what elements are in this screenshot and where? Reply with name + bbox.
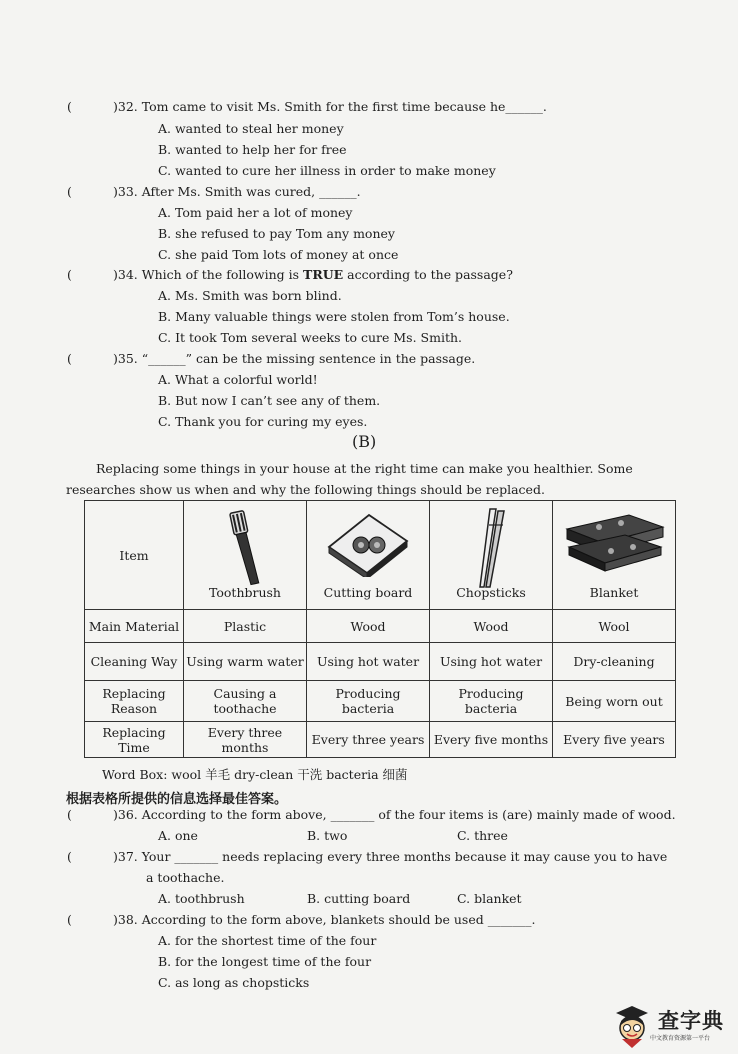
answer-blank[interactable]: ( bbox=[67, 849, 72, 864]
option-b: B. for the longest time of the four bbox=[158, 954, 372, 969]
word-box: Word Box: wool 羊毛 dry-clean 干洗 bacteria 细菌 bbox=[102, 767, 408, 782]
table-cell: Wood bbox=[430, 610, 553, 643]
table-cell: Every three years bbox=[307, 722, 430, 758]
item-label: Chopsticks bbox=[456, 585, 526, 600]
answer-blank[interactable]: ( bbox=[67, 807, 72, 822]
option-b: B. cutting board bbox=[307, 891, 411, 906]
table-cell: Using hot water bbox=[307, 643, 430, 681]
question-text: )36. According to the form above, _______ of the four items is (are) mainly made of wood. bbox=[113, 807, 676, 822]
option-a: A. Tom paid her a lot of money bbox=[158, 205, 353, 220]
mascot-icon bbox=[612, 1003, 652, 1049]
table-header-row bbox=[85, 501, 676, 610]
option-b: B. two bbox=[307, 828, 348, 843]
logo-subtitle: 中文教育资源第一平台 bbox=[650, 1035, 711, 1042]
site-logo bbox=[612, 1003, 730, 1051]
answer-blank[interactable]: ( bbox=[67, 184, 72, 199]
table-cell: Wool bbox=[553, 610, 676, 643]
question-text: )38. According to the form above, blankets should be used _______. bbox=[113, 912, 536, 927]
option-a: A. toothbrush bbox=[158, 891, 245, 906]
table-cell: Every five years bbox=[553, 722, 676, 758]
option-b: B. she refused to pay Tom any money bbox=[158, 226, 395, 241]
question-text: )37. Your _______ needs replacing every three months because it may cause you to have bbox=[113, 849, 668, 864]
option-a: A. What a colorful world! bbox=[158, 372, 318, 387]
table-cell: Using hot water bbox=[430, 643, 553, 681]
table-cell: Being worn out bbox=[553, 681, 676, 722]
blanket-icon bbox=[559, 507, 669, 577]
table-cell: Dry-cleaning bbox=[553, 643, 676, 681]
option-a: A. Ms. Smith was born blind. bbox=[158, 288, 342, 303]
table-cell: Every three months bbox=[184, 722, 307, 758]
item-label-cell: Item bbox=[85, 501, 184, 610]
option-b: B. But now I can’t see any of them. bbox=[158, 393, 381, 408]
question-text: )32. Tom came to visit Ms. Smith for the first time because he______. bbox=[113, 99, 547, 114]
option-c: C. wanted to cure her illness in order to make money bbox=[158, 163, 496, 178]
table-cell: Producing bacteria bbox=[307, 681, 430, 722]
chopsticks-icon bbox=[466, 507, 516, 589]
section-heading: (B) bbox=[352, 432, 377, 451]
table-row bbox=[85, 681, 676, 722]
item-label: Cutting board bbox=[323, 585, 413, 600]
cutting-board-icon bbox=[323, 507, 413, 577]
table-cell: Using warm water bbox=[184, 643, 307, 681]
toothbrush-icon bbox=[215, 507, 275, 587]
option-a: A. for the shortest time of the four bbox=[158, 933, 377, 948]
table-row bbox=[85, 610, 676, 643]
table-cell: Wood bbox=[307, 610, 430, 643]
toothbrush-cell bbox=[184, 501, 307, 610]
emphasis-true: TRUE bbox=[303, 267, 344, 282]
row-label: Cleaning Way bbox=[85, 643, 184, 681]
answer-blank[interactable]: ( bbox=[67, 912, 72, 927]
question-text: )34. Which of the following is TRUE according to the passage? bbox=[113, 267, 513, 282]
table-cell: Plastic bbox=[184, 610, 307, 643]
option-c: C. It took Tom several weeks to cure Ms. Smith. bbox=[158, 330, 463, 345]
option-b: B. Many valuable things were stolen from Tom’s house. bbox=[158, 309, 510, 324]
table-cell: Causing a toothache bbox=[184, 681, 307, 722]
question-text: )33. After Ms. Smith was cured, ______. bbox=[113, 184, 361, 199]
row-label: Replacing Time bbox=[85, 722, 184, 758]
chopsticks-cell bbox=[430, 501, 553, 610]
option-a: A. one bbox=[158, 828, 198, 843]
cutting-board-cell bbox=[307, 501, 430, 610]
item-label: Blanket bbox=[589, 585, 639, 600]
chinese-instruction: 根据表格所提供的信息选择最佳答案。 bbox=[66, 792, 288, 807]
option-c: C. blanket bbox=[457, 891, 522, 906]
option-a: A. wanted to steal her money bbox=[158, 121, 344, 136]
answer-blank[interactable]: ( bbox=[67, 99, 72, 114]
intro-paragraph: Replacing some things in your house at the right time can make you healthier. Some researches show us when and why the following things should be replaced. bbox=[66, 461, 633, 497]
table-row bbox=[85, 722, 676, 758]
table-row bbox=[85, 643, 676, 681]
blanket-cell bbox=[553, 501, 676, 610]
items-table bbox=[84, 500, 676, 758]
table-cell: Every five months bbox=[430, 722, 553, 758]
option-b: B. wanted to help her for free bbox=[158, 142, 347, 157]
question-continuation: a toothache. bbox=[146, 870, 225, 885]
item-label: Toothbrush bbox=[209, 585, 281, 600]
row-label: Main Material bbox=[85, 610, 184, 643]
row-label: Replacing Reason bbox=[85, 681, 184, 722]
option-c: C. Thank you for curing my eyes. bbox=[158, 414, 368, 429]
option-c: C. she paid Tom lots of money at once bbox=[158, 247, 399, 262]
table-cell: Producing bacteria bbox=[430, 681, 553, 722]
answer-blank[interactable]: ( bbox=[67, 267, 72, 282]
option-c: C. three bbox=[457, 828, 508, 843]
answer-blank[interactable]: ( bbox=[67, 351, 72, 366]
logo-title: 查字典 bbox=[658, 1009, 724, 1033]
option-c: C. as long as chopsticks bbox=[158, 975, 310, 990]
question-text: )35. “______” can be the missing sentence in the passage. bbox=[113, 351, 476, 366]
